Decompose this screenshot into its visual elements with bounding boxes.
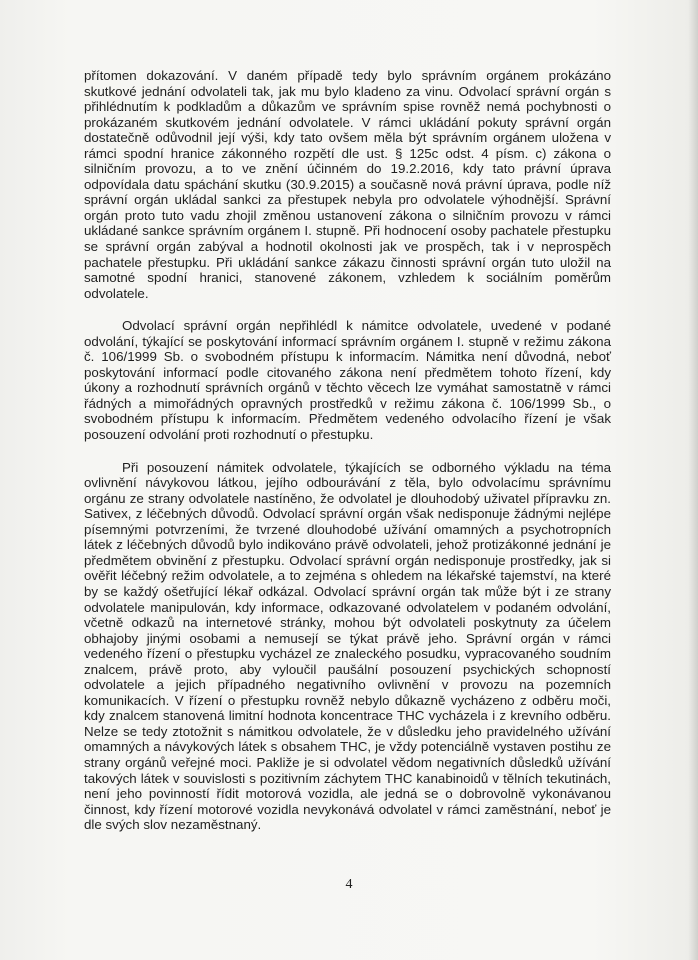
document-body [84, 68, 611, 833]
paragraph-1: přítomen dokazování. V daném případě tedy bylo správním orgánem prokázáno skutkové jednání odvolateli tak, jak mu bylo kladeno za vinu. Odvolací správní orgán s přihlédnutím k podkladům a důkazům ve správním spise rovněž nemá pochybnosti o prokázaném skutkovém jednání odvolatele. V rámci ukládání pokuty správní orgán dostatečně odůvodnil její výši, kdy tato ovšem měla být správním orgánem uložena v rámci spodní hranice zákonného rozpětí dle ust. § 125c odst. 4 písm. c) zákona o silničním provozu, a to ve znění účinném do 19.2.2016, kdy tato právní úprava odpovídala datu spáchání skutku (30.9.2015) a současně nová právní úprava, podle níž správní orgán ukládal sankci za přestupek nebyla pro odvolatele výhodnější. Správní orgán proto tuto vadu zhojil změnou ustanovení zákona o silničním provozu v rámci ukládané sankce správním orgánem I. stupně. Při hodnocení osoby pachatele přestupku se správní orgán zabýval a hodnotil okolnosti jak ve prospěch, tak i v neprospěch pachatele přestupku. Při ukládání sankce zákazu činnosti správní orgán tuto uložil na samotné spodní hranici, stanovené zákonem, vzhledem k sociálním poměrům odvolatele. [84, 68, 611, 301]
paper-edge-shadow [688, 0, 698, 960]
page-number: 4 [345, 877, 353, 892]
paragraph-3: Při posouzení námitek odvolatele, týkajících se odborného výkladu na téma ovlivnění návykovou látkou, jejího odbourávání z těla, bylo odvolacímu správnímu orgánu ze strany odvolatele nastíněno, že odvolatel je dlouhodobý uživatel přípravku zn. Sativex, z léčebných důvodů. Odvolací správní orgán však nedisponuje žádnými nejlépe písemnými potvrzeními, že tvrzené dlouhodobé užívání omamných a psychotropních látek z léčebných důvodů bylo indikováno právě odvolateli, jehož protizákonné jednání je předmětem obvinění z přestupku. Odvolací správní orgán nedisponuje prostředky, jak si ověřit léčebný režim odvolatele, a to zejména s ohledem na lékařské tajemství, na které by se každý ošetřující lékař odkázal. Odvolací správní orgán tak může být i ze strany odvolatele manipulován, kdy informace, odkazované odvolatelem v podaném odvolání, včetně odkazů na internetové stránky, mohou být odvolateli poskytnuty za účelem obhajoby jinými osobami a nemusejí se týkat právě jeho. Správní orgán v rámci vedeného řízení o přestupku vycházel ze znaleckého posudku, vypracovaného soudním znalcem, právě proto, aby vyloučil paušální posouzení psychických schopností odvolatele a jejich případného negativního ovlivnění v provozu na pozemních komunikacích. V řízení o přestupku rovněž nebylo důkazně vycházeno z odběru moči, kdy znalcem stanovená limitní hodnota koncentrace THC vycházela i z krevního odběru. Nelze se tedy ztotožnit s námitkou odvolatele, že v důsledku jeho pravidelného užívání omamných a návykových látek s obsahem THC, je vždy potenciálně vystaven postihu ze strany orgánů veřejné moci. Pakliže je si odvolatel vědom negativních důsledků užívání takových látek v souvislosti s pozitivním záchytem THC kanabinoidů v tělních tekutinách, není jeho povinností řídit motorová vozidla, ale jedná se o dobrovolně vykonávanou činnost, kdy řízení motorové vozidla nevykonává odvolatel v rámci zaměstnání, neboť je dle svých slov nezaměstnaný. [84, 459, 611, 833]
paragraph-2: Odvolací správní orgán nepřihlédl k námitce odvolatele, uvedené v podané odvolání, týkající se poskytování informací správním orgánem I. stupně v režimu zákona č. 106/1999 Sb. o svobodném přístupu k informacím. Námitka není důvodná, neboť poskytování informací podle citovaného zákona není předmětem tohoto řízení, kdy úkony a rozhodnutí správních orgánů v těchto věcech lze vymáhat samostatně v rámci řádných a mimořádných opravných prostředků v režimu zákona č. 106/1999 Sb., o svobodném přístupu k informacím. Předmětem vedeného odvolacího řízení je však posouzení odvolání proti rozhodnutí o přestupku. [84, 318, 611, 443]
